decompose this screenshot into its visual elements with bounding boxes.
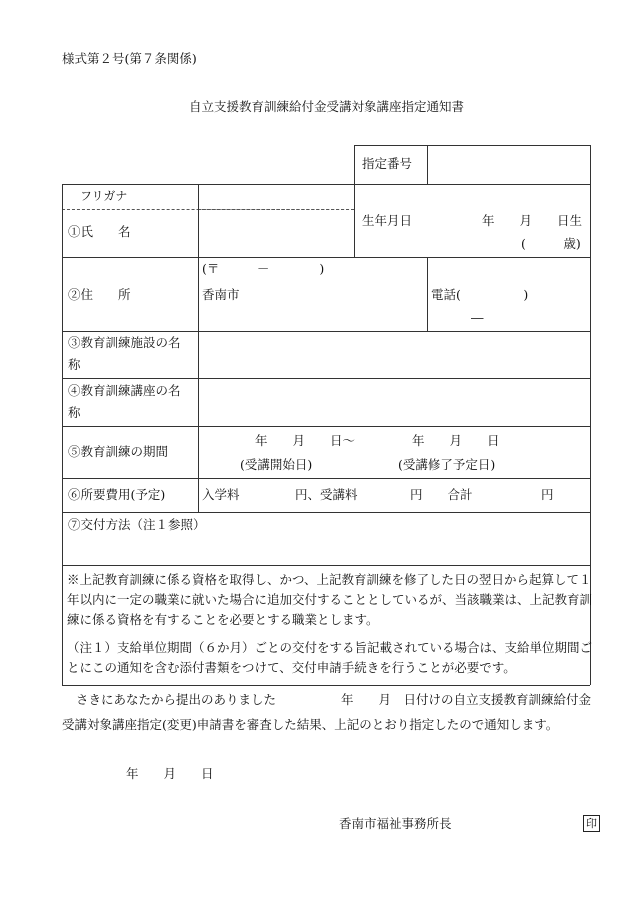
seal-mark: 印 <box>583 815 600 832</box>
furigana-label: フリガナ <box>80 189 128 203</box>
form-code: 様式第２号(第７条関係) <box>62 51 197 66</box>
note-line: ※上記教育訓練に係る資格を取得し、かつ、上記教育訓練を修了した日の翌日から起算して１ <box>67 572 592 587</box>
address-city: 香南市 <box>202 287 240 302</box>
cost-tuition: 円、受講料 <box>295 487 358 502</box>
facility-label-line1: ③教育訓練施設の名 <box>68 335 181 350</box>
address-label: ②住 所 <box>68 287 131 302</box>
cost-total: 円 合計 <box>410 487 473 502</box>
cost-yen: 円 <box>541 487 554 502</box>
cost-admission: 入学料 <box>202 487 240 502</box>
age-value: ( 歳) <box>521 236 581 251</box>
birth-date-value: 年 月 日生 <box>482 213 583 228</box>
period-end-note: (受講修了予定日) <box>398 457 496 472</box>
note-line: とにこの通知を含む添付書類をつけて、交付申請手続きを行うことが必要です。 <box>67 660 516 675</box>
issuer-name: 香南市福祉事務所長 <box>339 816 452 831</box>
period-end-date: 年 月 日 <box>412 433 500 448</box>
course-label-line1: ④教育訓練講座の名 <box>68 383 181 398</box>
note-line: 年以内に一定の職業に就いた場合に追加交付することとしているが、当該職業は、上記教育訓 <box>67 592 593 607</box>
phone-dash: ― <box>471 310 484 325</box>
facility-label-line2: 称 <box>68 357 81 372</box>
period-label: ⑤教育訓練の期間 <box>68 444 169 459</box>
course-label-line2: 称 <box>68 405 81 420</box>
additional-payment-note <box>67 570 592 630</box>
note-line: （注１）支給単位期間（６か月）ごとの交付をする旨記載されている場合は、支給単位期間ご <box>67 640 593 655</box>
body-text-line1-date: 年 月 日付けの自立支援教育訓練給付金 <box>341 692 592 707</box>
postal-code: (〒 － ) <box>202 261 325 276</box>
name-label: ①氏 名 <box>68 224 131 239</box>
period-start-note: (受講開始日) <box>240 457 313 472</box>
delivery-method-label: ⑦交付方法（注１参照） <box>68 517 206 532</box>
body-text-line1-start: さきにあなたから提出のありました <box>76 692 277 707</box>
period-start-date: 年 月 日～ <box>255 433 356 448</box>
payment-period-note <box>67 638 592 678</box>
cost-label: ⑥所要費用(予定) <box>68 487 166 502</box>
phone-label: 電話( ) <box>431 287 529 302</box>
designation-no-label: 指定番号 <box>362 156 413 171</box>
note-line: 練に係る資格を有することを必要とする職業とします。 <box>67 612 379 627</box>
birth-date-label: 生年月日 <box>362 213 413 228</box>
issue-date: 年 月 日 <box>126 766 214 781</box>
body-text-line2: 受講対象講座指定(変更)申請書を審査した結果、上記のとおり指定したので通知します。 <box>62 717 559 732</box>
document-title: 自立支援教育訓練給付金受講対象講座指定通知書 <box>189 99 465 114</box>
